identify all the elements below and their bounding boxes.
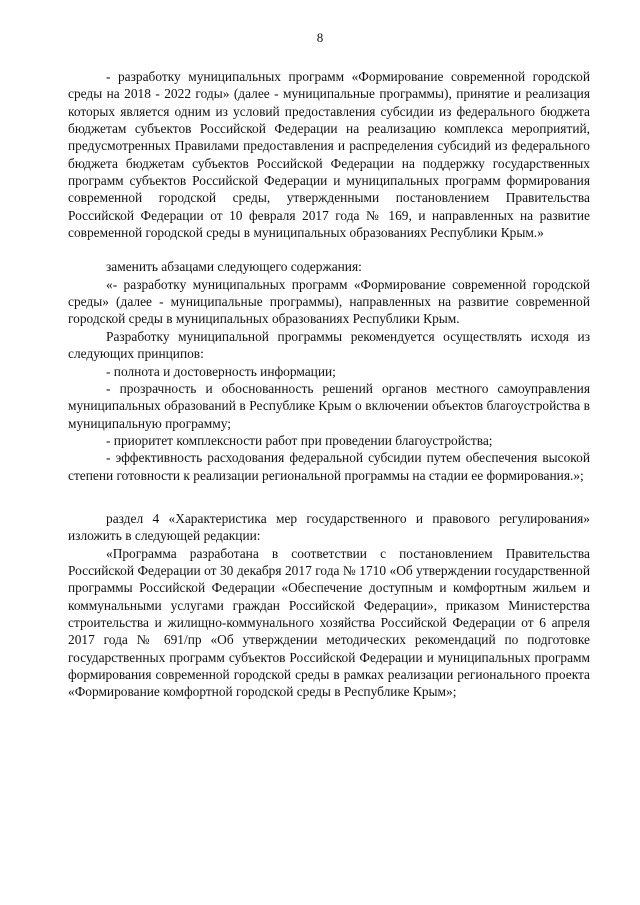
paragraph-program-basis: «Программа разработана в соответствии с постановлением Правительства Российской Федерации от 30 декабря 2017 года № 1710 «Об утверждении государственной программы Российской Федерации «Обеспечение доступным и комфортным жильем и коммунальными услугами граждан Российской Федерации», приказом Министерства строительства и жилищно-коммунального хозяйства Российской Федерации от 6 апреля 2017 года № 691/пр «Об утверждении методических рекомендаций по подготовке государственных программ субъектов Российской Федерации и муниципальных программ формирования современной городской среды в рамках реализации регионального проекта «Формирование комфортной городской среды в Республике Крым»; [68, 545, 590, 700]
paragraph-principle-completeness: - полнота и достоверность информации; [106, 363, 336, 379]
paragraph-principle-efficiency: - эффективность расходования федеральной субсидии путем обеспечения высокой степени готовности к реализации региональной программы на стадии ее формирования.»; [68, 450, 590, 483]
paragraph-subsidy-programs: - разработку муниципальных программ «Формирование современной городской среды на 2018 - 2022 годы» (далее - муниципальные программы), принятие и реализация которых является одним из условий предоставления субсидии из федерального бюджета бюджетам субъектов Российской Федерации на реализацию комплекса мероприятий, предусмотренных Правилами предоставления и распределения субсидий из федерального бюджета бюджетам субъектов Российской Федерации на поддержку государственных программ субъектов Российской Федерации и муниципальных программ формирования современной городской среды, утвержденными постановлением Правительства Российской Федерации от 10 февраля 2017 года № 169, и направленных на развитие современной городской среды в муниципальных образованиях Республики Крым.» [68, 69, 590, 241]
page-number: 8 [316, 30, 324, 45]
document-body [68, 68, 590, 701]
paragraph-replace-instruction: заменить абзацами следующего содержания: [106, 259, 362, 275]
paragraph-principle-complexity: - приоритет комплексности работ при проведении благоустройства; [106, 432, 493, 448]
paragraph-section-4-instruction: раздел 4 «Характеристика мер государственного и правового регулирования» изложить в следующей редакции: [68, 510, 590, 544]
paragraph-new-programs: «- разработку муниципальных программ «Формирование современной городской среды» (далее - муниципальные программы), направленных на развитие современной городской среды в муниципальных образованиях Республики Крым. [68, 276, 590, 327]
paragraph-principle-transparency: - прозрачность и обоснованность решений органов местного самоуправления муниципальных образований в Республике Крым о включении объектов благоустройства в муниципальную программу; [68, 380, 590, 431]
paragraph-principles-intro: Разработку муниципальной программы рекомендуется осуществлять исходя из следующих принципов: [68, 328, 590, 362]
